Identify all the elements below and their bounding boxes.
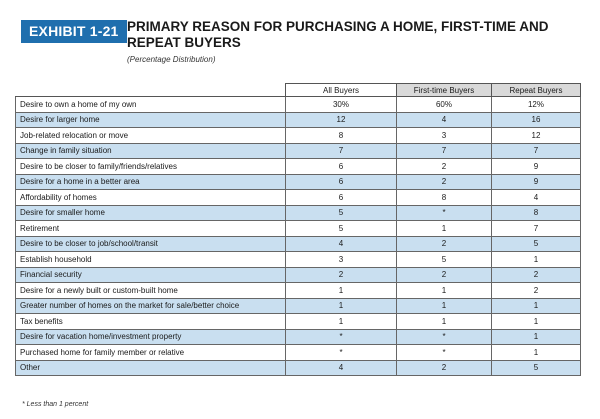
cell-all-buyers: * xyxy=(286,345,397,361)
cell-first-time-buyers: 3 xyxy=(397,128,492,144)
table-row xyxy=(16,174,581,190)
cell-all-buyers: 7 xyxy=(286,143,397,159)
footnote: * Less than 1 percent xyxy=(22,401,89,408)
page-title: PRIMARY REASON FOR PURCHASING A HOME, FIRST-TIME AND REPEAT BUYERS xyxy=(127,19,549,50)
cell-all-buyers: 4 xyxy=(286,236,397,252)
exhibit-label: EXHIBIT 1-21 xyxy=(21,20,127,43)
cell-all-buyers: 1 xyxy=(286,298,397,314)
header-repeat-buyers: Repeat Buyers xyxy=(492,84,581,97)
cell-repeat-buyers: 12 xyxy=(492,128,581,144)
cell-all-buyers: 6 xyxy=(286,174,397,190)
table-row xyxy=(16,97,581,113)
subtitle: (Percentage Distribution) xyxy=(127,55,216,64)
table-row xyxy=(16,221,581,237)
cell-all-buyers: 4 xyxy=(286,360,397,376)
table-row xyxy=(16,205,581,221)
cell-all-buyers: 6 xyxy=(286,159,397,175)
cell-repeat-buyers: 1 xyxy=(492,252,581,268)
cell-repeat-buyers: 5 xyxy=(492,360,581,376)
cell-repeat-buyers: 2 xyxy=(492,267,581,283)
row-label: Desire for smaller home xyxy=(16,205,286,221)
row-label: Desire for vacation home/investment property xyxy=(16,329,286,345)
row-label: Desire to be closer to family/friends/relatives xyxy=(16,159,286,175)
row-label: Desire for a home in a better area xyxy=(16,174,286,190)
cell-all-buyers: 5 xyxy=(286,221,397,237)
table-row xyxy=(16,112,581,128)
cell-first-time-buyers: 1 xyxy=(397,298,492,314)
table-row xyxy=(16,329,581,345)
table-row xyxy=(16,267,581,283)
cell-repeat-buyers: 8 xyxy=(492,205,581,221)
cell-all-buyers: 30% xyxy=(286,97,397,113)
row-label: Retirement xyxy=(16,221,286,237)
table-row xyxy=(16,298,581,314)
cell-all-buyers: 5 xyxy=(286,205,397,221)
cell-first-time-buyers: 2 xyxy=(397,174,492,190)
cell-repeat-buyers: 16 xyxy=(492,112,581,128)
row-label: Desire for larger home xyxy=(16,112,286,128)
cell-first-time-buyers: 2 xyxy=(397,159,492,175)
cell-repeat-buyers: 1 xyxy=(492,345,581,361)
table-body xyxy=(16,97,581,376)
cell-repeat-buyers: 9 xyxy=(492,174,581,190)
cell-first-time-buyers: 1 xyxy=(397,221,492,237)
cell-first-time-buyers: 5 xyxy=(397,252,492,268)
cell-first-time-buyers: 1 xyxy=(397,314,492,330)
cell-first-time-buyers: 4 xyxy=(397,112,492,128)
cell-repeat-buyers: 1 xyxy=(492,329,581,345)
cell-first-time-buyers: 2 xyxy=(397,267,492,283)
header-all-buyers: All Buyers xyxy=(286,84,397,97)
row-label: Financial security xyxy=(16,267,286,283)
cell-first-time-buyers: 60% xyxy=(397,97,492,113)
cell-first-time-buyers: 1 xyxy=(397,283,492,299)
row-label: Job-related relocation or move xyxy=(16,128,286,144)
row-label: Greater number of homes on the market for sale/better choice xyxy=(16,298,286,314)
table-row xyxy=(16,128,581,144)
row-label: Purchased home for family member or relative xyxy=(16,345,286,361)
data-table xyxy=(15,83,581,376)
cell-first-time-buyers: 2 xyxy=(397,360,492,376)
table-row xyxy=(16,360,581,376)
cell-repeat-buyers: 5 xyxy=(492,236,581,252)
header-row xyxy=(16,84,581,97)
cell-repeat-buyers: 1 xyxy=(492,314,581,330)
table-row xyxy=(16,159,581,175)
cell-all-buyers: 12 xyxy=(286,112,397,128)
cell-first-time-buyers: 2 xyxy=(397,236,492,252)
cell-repeat-buyers: 1 xyxy=(492,298,581,314)
table-row xyxy=(16,143,581,159)
table-row xyxy=(16,345,581,361)
row-label: Desire to be closer to job/school/transit xyxy=(16,236,286,252)
cell-first-time-buyers: * xyxy=(397,205,492,221)
cell-all-buyers: 8 xyxy=(286,128,397,144)
table-row xyxy=(16,314,581,330)
table-row xyxy=(16,252,581,268)
cell-first-time-buyers: 7 xyxy=(397,143,492,159)
cell-all-buyers: 1 xyxy=(286,314,397,330)
cell-repeat-buyers: 2 xyxy=(492,283,581,299)
row-label: Tax benefits xyxy=(16,314,286,330)
row-label: Other xyxy=(16,360,286,376)
table-row xyxy=(16,283,581,299)
header-first-time-buyers: First-time Buyers xyxy=(397,84,492,97)
cell-first-time-buyers: * xyxy=(397,329,492,345)
cell-repeat-buyers: 4 xyxy=(492,190,581,206)
cell-first-time-buyers: * xyxy=(397,345,492,361)
cell-repeat-buyers: 12% xyxy=(492,97,581,113)
row-label: Affordability of homes xyxy=(16,190,286,206)
cell-all-buyers: * xyxy=(286,329,397,345)
cell-all-buyers: 6 xyxy=(286,190,397,206)
cell-all-buyers: 1 xyxy=(286,283,397,299)
cell-all-buyers: 2 xyxy=(286,267,397,283)
row-label: Establish household xyxy=(16,252,286,268)
cell-repeat-buyers: 7 xyxy=(492,221,581,237)
cell-repeat-buyers: 9 xyxy=(492,159,581,175)
cell-first-time-buyers: 8 xyxy=(397,190,492,206)
header-blank xyxy=(16,84,286,97)
row-label: Desire for a newly built or custom-built home xyxy=(16,283,286,299)
row-label: Change in family situation xyxy=(16,143,286,159)
table-row xyxy=(16,236,581,252)
cell-all-buyers: 3 xyxy=(286,252,397,268)
cell-repeat-buyers: 7 xyxy=(492,143,581,159)
row-label: Desire to own a home of my own xyxy=(16,97,286,113)
table-row xyxy=(16,190,581,206)
